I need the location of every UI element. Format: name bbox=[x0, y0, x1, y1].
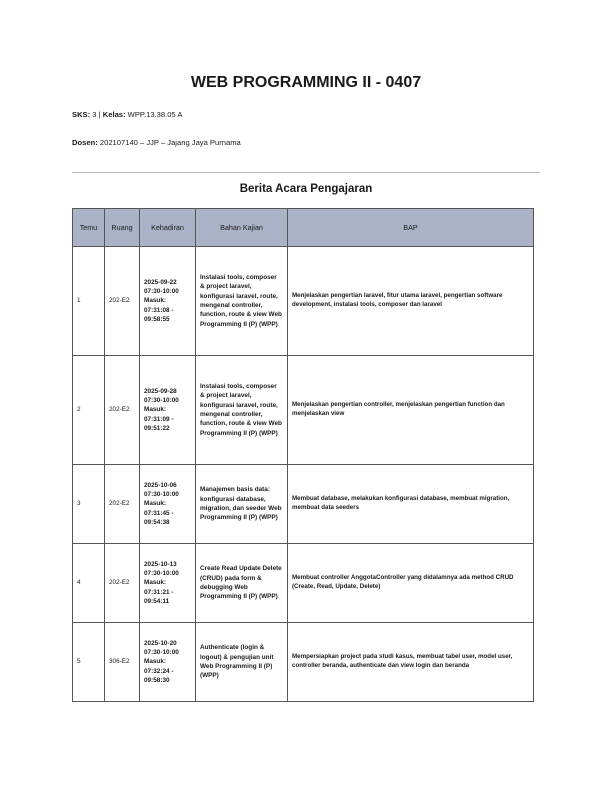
sks-value: 3 bbox=[92, 110, 97, 119]
header-kehadiran: Kehadiran bbox=[140, 209, 196, 247]
cell-bahan-kajian: Authenticate (login & logout) & pengujian unit Web Programming II (P) (WPP) bbox=[196, 623, 288, 702]
table-row bbox=[73, 465, 534, 544]
header-ruang: Ruang bbox=[105, 209, 140, 247]
cell-temu: 3 bbox=[73, 465, 105, 544]
document-title: WEB PROGRAMMING II - 0407 bbox=[190, 74, 422, 91]
section-title: Berita Acara Pengajaran bbox=[239, 183, 373, 195]
cell-bap: Membuat database, melakukan konfigurasi database, membuat migration, membuat data seeders bbox=[288, 465, 534, 544]
cell-bap: Mempersiapkan project pada studi kasus, membuat tabel user, model user, controller beranda, authenticate dan view login dan beranda bbox=[288, 623, 534, 702]
header-bap: BAP bbox=[288, 209, 534, 247]
divider bbox=[72, 172, 540, 173]
cell-temu: 2 bbox=[73, 356, 105, 465]
cell-kehadiran: 2025-09-22 07:30-10:00 Masuk: 07:31:08 - 09:58:55 bbox=[140, 247, 196, 356]
table-row bbox=[73, 544, 534, 623]
cell-kehadiran: 2025-10-06 07:30-10:00 Masuk: 07:31:45 - 09:54:38 bbox=[140, 465, 196, 544]
lecturer-meta bbox=[72, 138, 241, 147]
cell-bahan-kajian: Create Read Update Delete (CRUD) pada form & debugging Web Programming II (P) (WPP) bbox=[196, 544, 288, 623]
kelas-value: WPP.13.38.05 A bbox=[127, 110, 183, 119]
cell-temu: 1 bbox=[73, 247, 105, 356]
bap-table bbox=[72, 208, 534, 702]
table-header-row bbox=[73, 209, 534, 247]
table-row bbox=[73, 247, 534, 356]
cell-ruang: 202-E2 bbox=[105, 356, 140, 465]
dosen-value: 202107140 – JJP – Jajang Jaya Purnama bbox=[99, 138, 241, 147]
cell-bap: Menjelaskan pengertian controller, menjelaskan pengertian function dan menjelaskan view bbox=[288, 356, 534, 465]
cell-ruang: 202-E2 bbox=[105, 465, 140, 544]
kelas-label: Kelas: bbox=[102, 110, 126, 119]
cell-temu: 4 bbox=[73, 544, 105, 623]
cell-bahan-kajian: Instalasi tools, composer & project laravel, konfigurasi laravel, route, mengenal controller, function, route & view Web Programming II (P) (WPP) bbox=[196, 247, 288, 356]
sks-label: SKS: bbox=[72, 110, 91, 119]
header-bahan-kajian: Bahan Kajian bbox=[196, 209, 288, 247]
dosen-label: Dosen: bbox=[72, 138, 98, 147]
table-row bbox=[73, 356, 534, 465]
cell-kehadiran: 2025-09-28 07:30-10:00 Masuk: 07:31:09 - 09:51:22 bbox=[140, 356, 196, 465]
cell-bap: Membuat controller AnggotaController yang didalamnya ada method CRUD (Create, Read, Update, Delete) bbox=[288, 544, 534, 623]
cell-bahan-kajian: Instalasi tools, composer & project laravel, konfigurasi laravel, route, mengenal controller, function, route & view Web Programming II (P) (WPP) bbox=[196, 356, 288, 465]
header-temu: Temu bbox=[73, 209, 105, 247]
cell-ruang: 202-E2 bbox=[105, 544, 140, 623]
cell-bahan-kajian: Manajemen basis data: konfigurasi database, migration, dan seeder Web Programming II (P) (WPP) bbox=[196, 465, 288, 544]
cell-ruang: 202-E2 bbox=[105, 247, 140, 356]
cell-kehadiran: 2025-10-20 07:30-10:00 Masuk: 07:32:24 - 09:58:30 bbox=[140, 623, 196, 702]
cell-ruang: 306-E2 bbox=[105, 623, 140, 702]
cell-temu: 5 bbox=[73, 623, 105, 702]
meta-separator: | bbox=[98, 110, 101, 119]
cell-kehadiran: 2025-10-13 07:30-10:00 Masuk: 07:31:21 - 09:54:11 bbox=[140, 544, 196, 623]
course-meta bbox=[72, 110, 182, 119]
cell-bap: Menjelaskan pengertian laravel, fitur utama laravel, pengertian software development, instalasi tools, composer dan laravel bbox=[288, 247, 534, 356]
table-row bbox=[73, 623, 534, 702]
